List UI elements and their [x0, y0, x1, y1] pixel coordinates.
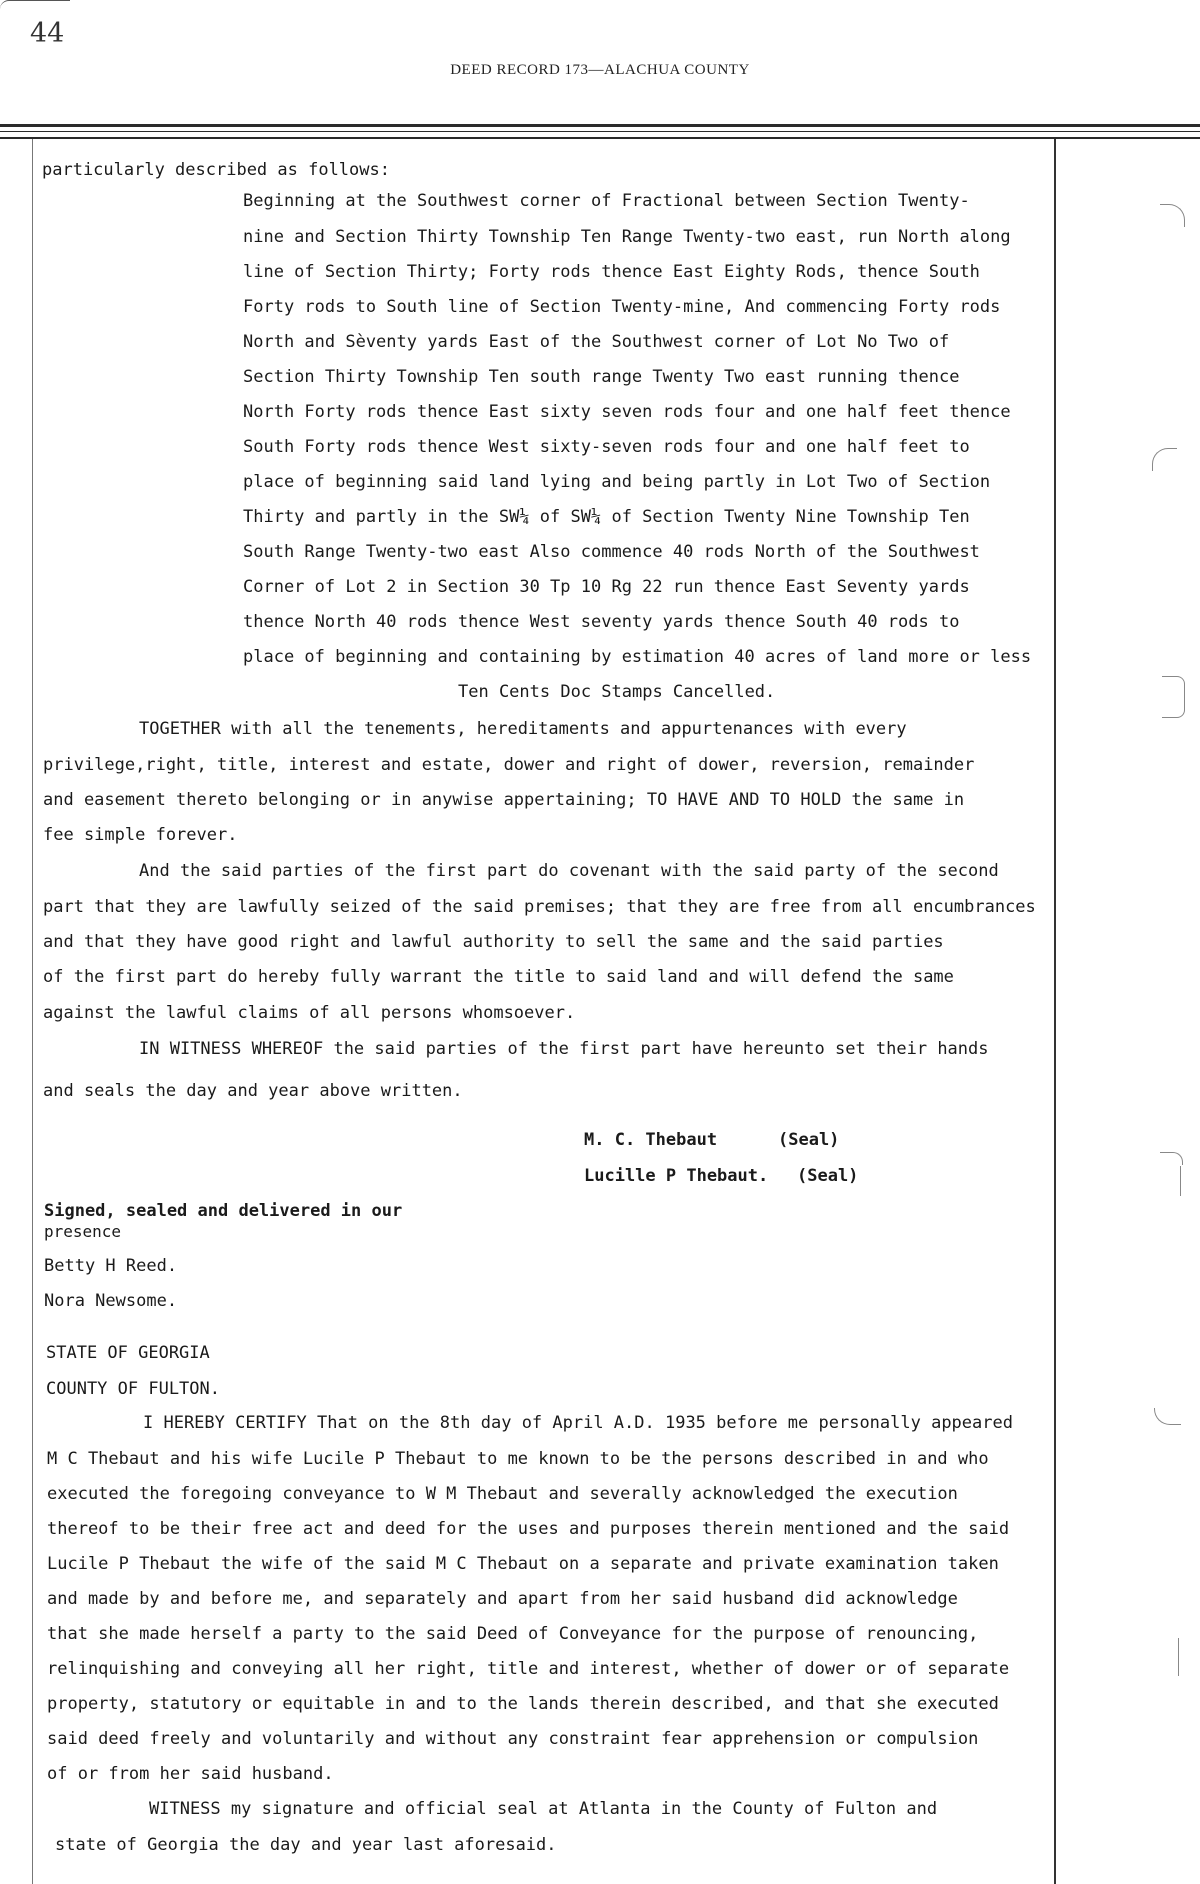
paragraph-line: Lucile P Thebaut the wife of the said M C Thebaut on a separate and private examination taken: [47, 1554, 999, 1574]
paragraph-line: part that they are lawfully seized of the said premises; that they are free from all encumbrances: [43, 897, 1036, 917]
paragraph-line: privilege,right, title, interest and estate, dower and right of dower, reversion, remainder: [43, 755, 975, 775]
signature-name: Lucille P Thebaut.: [584, 1166, 769, 1186]
description-line: South Range Twenty-two east Also commence 40 rods North of the Southwest: [243, 542, 980, 562]
paragraph-line: and easement thereto belonging or in anywise appertaining; TO HAVE AND TO HOLD the same in: [43, 790, 965, 810]
paragraph-line: said deed freely and voluntarily and without any constraint fear apprehension or compulsion: [47, 1729, 979, 1749]
header-rule: [0, 131, 1200, 132]
paragraph-line: against the lawful claims of all persons whomsoever.: [43, 1003, 576, 1023]
description-line: place of beginning and containing by estimation 40 acres of land more or less: [243, 647, 1032, 667]
description-line: Corner of Lot 2 in Section 30 Tp 10 Rg 22 run thence East Seventy yards: [243, 577, 970, 597]
corner-mark: [0, 0, 70, 9]
paragraph-line: M C Thebaut and his wife Lucile P Thebaut to me known to be the persons described in and who: [47, 1449, 989, 1469]
paragraph-line: and that they have good right and lawful authority to sell the same and the said parties: [43, 932, 944, 952]
paragraph-line: IN WITNESS WHEREOF the said parties of the first part have hereunto set their hands: [139, 1039, 989, 1059]
county-line: COUNTY OF FULTON.: [46, 1379, 220, 1399]
description-line: Beginning at the Southwest corner of Fractional between Section Twenty-: [243, 191, 970, 211]
binder-hole-mark: [1180, 1166, 1181, 1196]
paragraph-line: that she made herself a party to the said Deed of Conveyance for the purpose of renouncing,: [47, 1624, 979, 1644]
description-line: Thirty and partly in the SW¼ of SW¼ of Section Twenty Nine Township Ten: [243, 507, 970, 527]
binder-hole-mark: [1154, 1408, 1181, 1425]
paragraph-line: fee simple forever.: [43, 825, 238, 845]
witnesses-heading: Signed, sealed and delivered in our: [44, 1201, 403, 1221]
binder-hole-mark: [1162, 676, 1185, 718]
description-line: thence North 40 rods thence West seventy yards thence South 40 rods to: [243, 612, 960, 632]
description-line: nine and Section Thirty Township Ten Range Twenty-two east, run North along: [243, 227, 1011, 247]
paragraph-line: relinquishing and conveying all her right, title and interest, whether of dower or of separate: [47, 1659, 1010, 1679]
paragraph-line: TOGETHER with all the tenements, hereditaments and appurtenances with every: [139, 719, 907, 739]
left-margin-line: [32, 139, 33, 1884]
description-line: North Forty rods thence East sixty seven rods four and one half feet thence: [243, 402, 1011, 422]
witnesses-heading: presence: [44, 1222, 122, 1241]
signature-name: M. C. Thebaut: [584, 1130, 718, 1150]
description-line: North and Sèventy yards East of the Southwest corner of Lot No Two of: [243, 332, 950, 352]
paragraph-line: thereof to be their free act and deed for the uses and purposes therein mentioned and the said: [47, 1519, 1010, 1539]
description-line: South Forty rods thence West sixty-seven rods four and one half feet to: [243, 437, 970, 457]
binder-hole-mark: [1152, 448, 1177, 471]
paragraph-line: property, statutory or equitable in and to the lands therein described, and that she executed: [47, 1694, 999, 1714]
witness-name: Betty H Reed.: [44, 1256, 178, 1276]
witness-name: Nora Newsome.: [44, 1291, 178, 1311]
right-margin-line: [1054, 139, 1056, 1884]
header-rule: [0, 124, 1200, 127]
state-line: STATE OF GEORGIA: [46, 1343, 210, 1363]
binder-hole-mark: [1178, 1638, 1179, 1676]
seal-label: (Seal): [797, 1166, 859, 1186]
doc-stamps-line: Ten Cents Doc Stamps Cancelled.: [458, 682, 776, 702]
running-head: DEED RECORD 173—ALACHUA COUNTY: [450, 62, 750, 78]
description-line: place of beginning said land lying and being partly in Lot Two of Section: [243, 472, 991, 492]
paragraph-line: And the said parties of the first part do covenant with the said party of the second: [139, 861, 999, 881]
paragraph-line: of the first part do hereby fully warrant the title to said land and will defend the same: [43, 967, 954, 987]
header-rule: [0, 137, 1200, 139]
paragraph-line: and seals the day and year above written.: [43, 1081, 463, 1101]
intro-line: particularly described as follows:: [42, 160, 390, 180]
binder-hole-mark: [1160, 1152, 1183, 1165]
paragraph-line: and made by and before me, and separately and apart from her said husband did acknowledge: [47, 1589, 958, 1609]
description-line: Forty rods to South line of Section Twenty-mine, And commencing Forty rods: [243, 297, 1001, 317]
page-number: 44: [30, 18, 65, 49]
paragraph-line: state of Georgia the day and year last aforesaid.: [55, 1835, 557, 1855]
paragraph-line: WITNESS my signature and official seal at Atlanta in the County of Fulton and: [149, 1799, 938, 1819]
paragraph-line: I HEREBY CERTIFY That on the 8th day of April A.D. 1935 before me personally appeared: [143, 1413, 1013, 1433]
paragraph-line: of or from her said husband.: [47, 1764, 334, 1784]
description-line: Section Thirty Township Ten south range Twenty Two east running thence: [243, 367, 960, 387]
paragraph-line: executed the foregoing conveyance to W M Thebaut and severally acknowledged the execution: [47, 1484, 958, 1504]
description-line: line of Section Thirty; Forty rods thence East Eighty Rods, thence South: [243, 262, 980, 282]
binder-hole-mark: [1160, 204, 1185, 227]
seal-label: (Seal): [778, 1130, 840, 1150]
